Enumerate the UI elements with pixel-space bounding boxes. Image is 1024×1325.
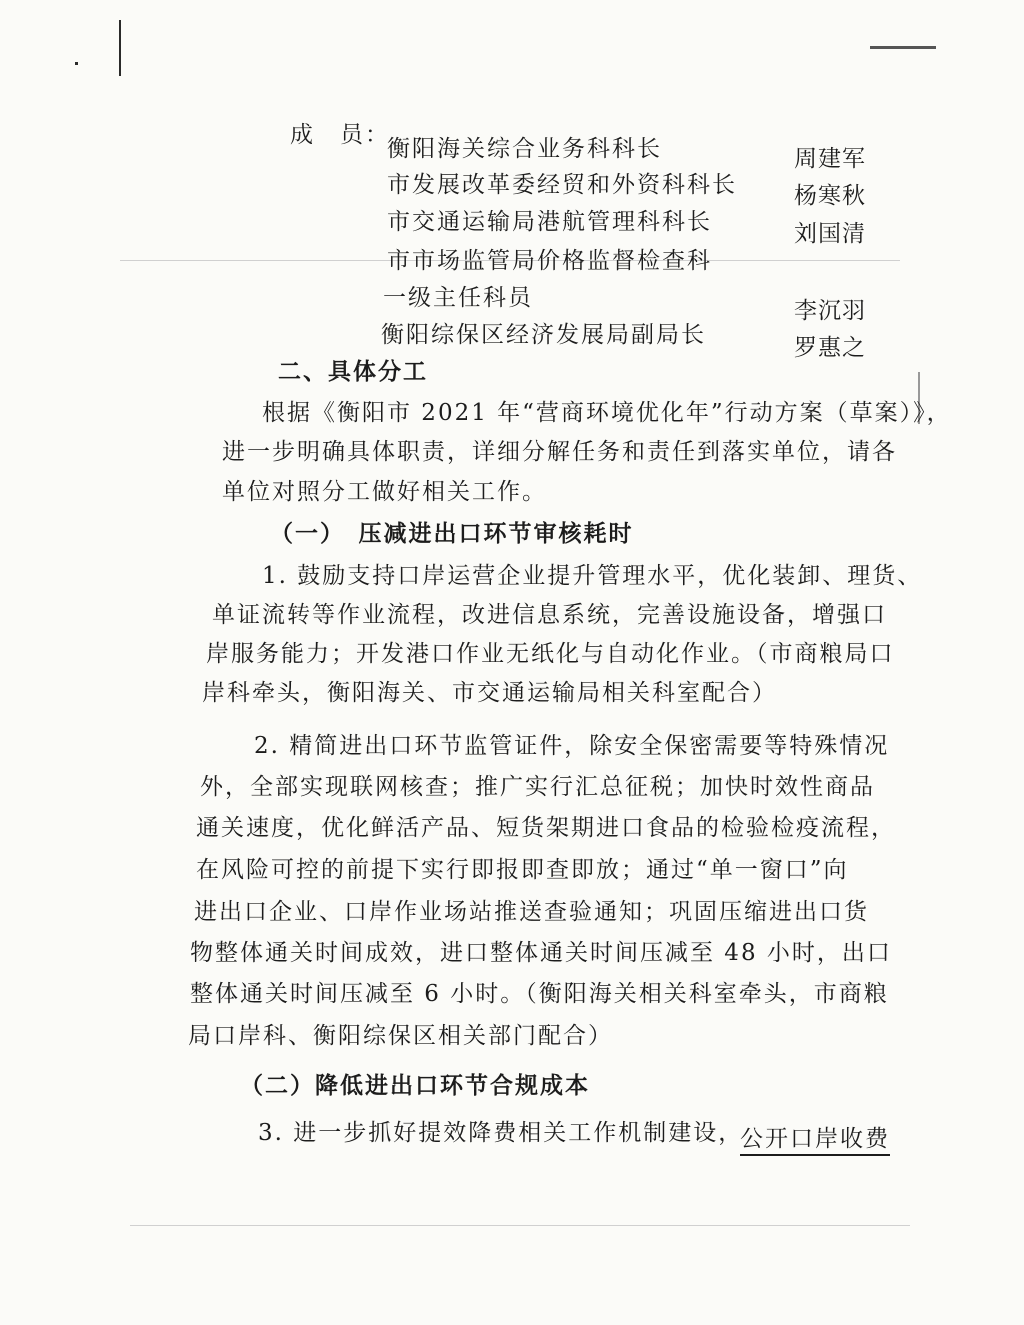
bleed-through-title — [150, 150, 214, 234]
subsection-heading: （二）降低进出口环节合规成本 — [240, 1072, 590, 1099]
scan-mark-dot — [75, 62, 78, 65]
section-heading: 二、具体分工 — [278, 358, 428, 385]
subsection-heading: （一） 压减进出口环节审核耗时 — [270, 520, 634, 547]
paragraph-line: 外，全部实现联网核查；推广实行汇总征税；加快时效性商品 — [200, 774, 875, 800]
paragraph-line: 在风险可控的前提下实行即报即查即放；通过“单一窗口”向 — [196, 857, 849, 883]
paragraph-line: 3. 进一步抓好提效降费相关工作机制建设， — [258, 1120, 744, 1146]
paragraph-line-underlined: 公开口岸收费 — [740, 1126, 890, 1152]
bleed-through-line-2 — [130, 1225, 910, 1226]
member-name: 李沉羽 — [794, 298, 866, 324]
paragraph-line: 进出口企业、口岸作业场站推送查验通知；巩固压缩进出口货 — [194, 899, 869, 925]
member-name: 刘国清 — [794, 221, 866, 247]
paragraph-line: 根据《衡阳市 2021 年“营商环境优化年”行动方案（草案）》， — [262, 400, 952, 426]
paragraph-line: 局口岸科、衡阳综保区相关部门配合） — [188, 1023, 613, 1049]
member-role: 一级主任科员 — [383, 285, 533, 311]
paragraph-line: 整体通关时间压减至 6 小时。（衡阳海关相关科室牵头，市商粮 — [190, 981, 889, 1007]
member-name: 周建军 — [794, 146, 866, 172]
paragraph-line: 岸科牵头，衡阳海关、市交通运输局相关科室配合） — [202, 680, 777, 706]
paragraph-line: 单证流转等作业流程，改进信息系统，完善设施设备，增强口 — [212, 602, 887, 628]
scan-mark-top-right — [870, 46, 936, 49]
member-name: 杨寒秋 — [794, 183, 866, 209]
paragraph-line: 单位对照分工做好相关工作。 — [222, 479, 547, 505]
paragraph-line: 物整体通关时间成效，进口整体通关时间压减至 48 小时，出口 — [190, 940, 892, 966]
scan-mark-left — [119, 20, 121, 76]
member-role: 市发展改革委经贸和外资科科长 — [387, 172, 737, 198]
paragraph-line: 1. 鼓励支持口岸运营企业提升管理水平，优化装卸、理货、 — [262, 563, 923, 589]
members-label: 成 员： — [290, 122, 390, 148]
member-role: 衡阳海关综合业务科科长 — [387, 136, 662, 162]
paragraph-line: 2. 精简进出口环节监管证件，除安全保密需要等特殊情况 — [254, 733, 890, 759]
paragraph-line: 岸服务能力；开发港口作业无纸化与自动化作业。（市商粮局口 — [206, 641, 895, 667]
member-role: 衡阳综保区经济发展局副局长 — [381, 322, 706, 348]
member-name: 罗惠之 — [794, 335, 866, 361]
paragraph-line: 通关速度，优化鲜活产品、短货架期进口食品的检验检疫流程， — [196, 815, 896, 841]
member-role: 市交通运输局港航管理科科长 — [387, 209, 712, 235]
member-role: 市市场监管局价格监督检查科 — [387, 248, 712, 274]
paragraph-line: 进一步明确具体职责，详细分解任务和责任到落实单位，请各 — [222, 439, 897, 465]
